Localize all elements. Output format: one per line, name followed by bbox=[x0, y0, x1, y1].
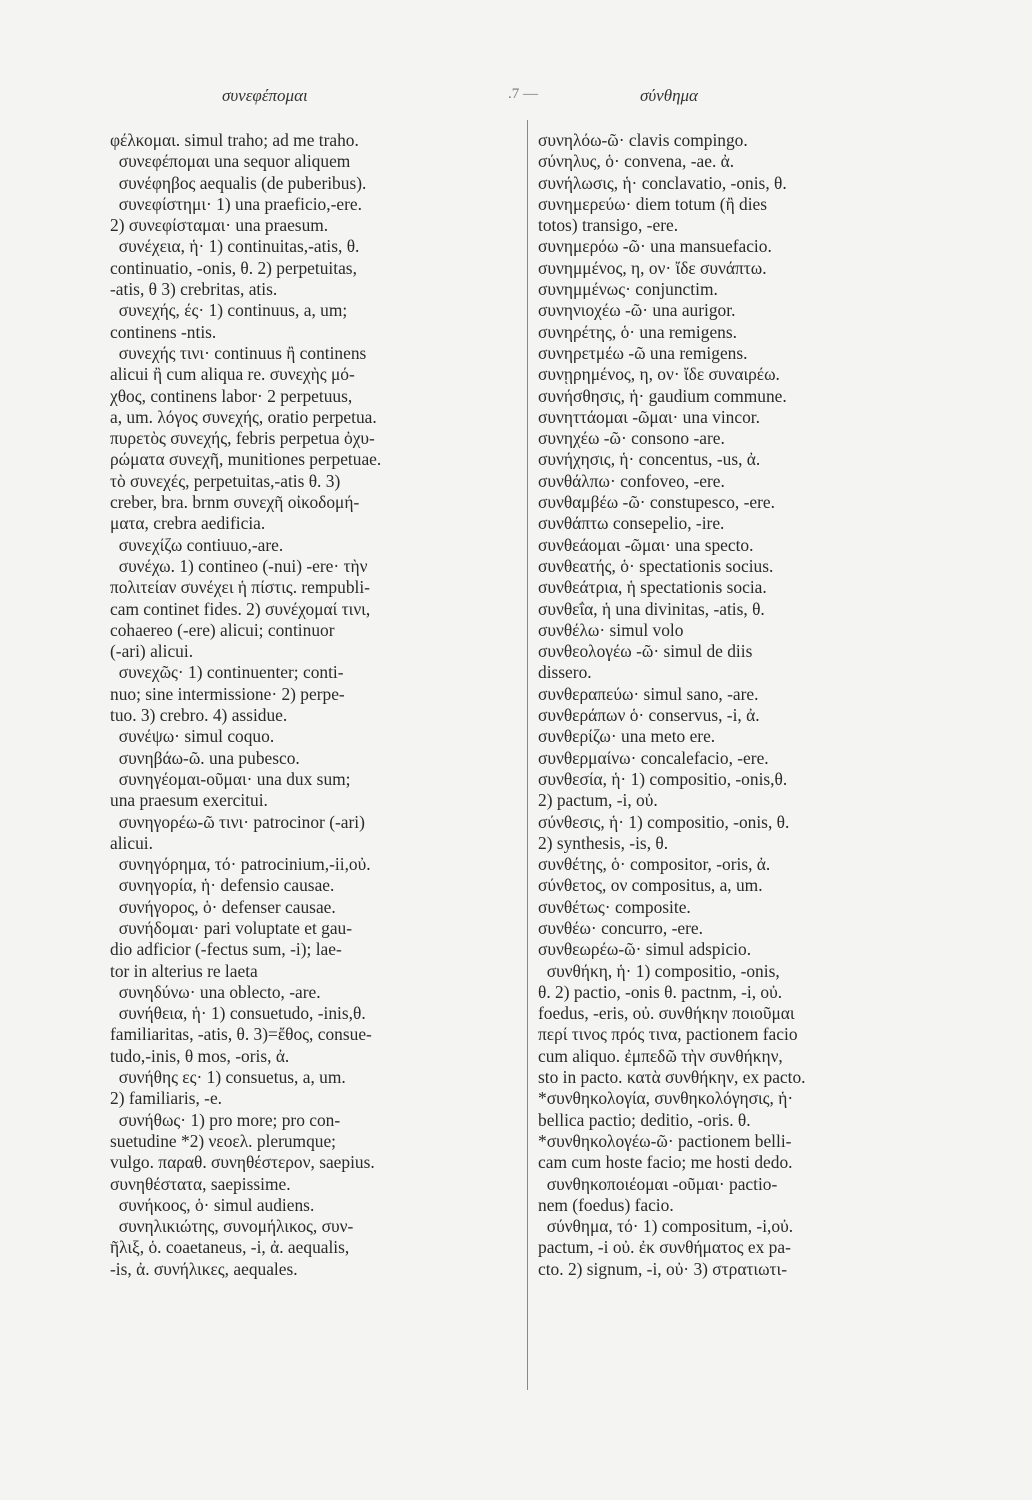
dictionary-line: συνηβάω-ῶ. una pubesco. bbox=[110, 747, 300, 768]
left-column bbox=[110, 130, 520, 1280]
dictionary-line: συνθέω· concurro, -ere. bbox=[538, 917, 703, 938]
dictionary-line: tuo. 3) crebro. 4) assidue. bbox=[110, 705, 288, 726]
running-head-right: σύνθημα bbox=[640, 86, 698, 105]
dictionary-line: συνεχής, ές· 1) continuus, a, um; bbox=[110, 300, 348, 321]
dictionary-line: συνεχής τινι· continuus ἢ continens bbox=[110, 342, 367, 363]
dictionary-line: tor in alterius re laeta bbox=[110, 960, 258, 981]
dictionary-line: συνήχησις, ἡ· concentus, -us, ἀ. bbox=[538, 449, 761, 470]
column-divider bbox=[527, 120, 528, 1390]
dictionary-line: συνθεσία, ἡ· 1) compositio, -onis,θ. bbox=[538, 768, 788, 789]
dictionary-line: συνηλόω-ῶ· clavis compingo. bbox=[538, 130, 748, 150]
dictionary-line: nuo; sine intermissione· 2) perpe- bbox=[110, 683, 345, 704]
dictionary-line: pactum, -i οὐ. ἐκ συνθήματος ex pa- bbox=[538, 1237, 791, 1258]
dictionary-line: φέλκομαι. simul traho; ad me traho. bbox=[110, 130, 359, 150]
dictionary-line: πολιτείαν συνέχει ἡ πίστις. rempubli- bbox=[110, 577, 370, 598]
dictionary-line: συνήγορος, ὁ· defenser causae. bbox=[110, 896, 336, 917]
dictionary-line: συνθάλπω· confoveo, -ere. bbox=[538, 470, 725, 491]
dictionary-line: tudo,-inis, θ mos, -oris, ἀ. bbox=[110, 1045, 290, 1066]
dictionary-line: vulgo. παραθ. συνηθέστερον, saepius. bbox=[110, 1152, 375, 1173]
dictionary-line: a, um. λόγος συνεχής, oratio perpetua. bbox=[110, 406, 377, 427]
dictionary-line: -is, ἀ. συνήλικες, aequales. bbox=[110, 1258, 298, 1279]
dictionary-line: συνέψω· simul coquo. bbox=[110, 726, 275, 747]
dictionary-line: συνηγέομαι-οῦμαι· una dux sum; bbox=[110, 768, 351, 789]
dictionary-line: ῆλιξ, ὁ. coaetaneus, -i, ἀ. aequalis, bbox=[110, 1237, 350, 1258]
dictionary-line: συνθέτως· composite. bbox=[538, 896, 691, 917]
dictionary-line: (-ari) alicui. bbox=[110, 641, 194, 662]
dictionary-line: 2) pactum, -i, οὐ. bbox=[538, 790, 658, 811]
dictionary-line: cam cum hoste facio; me hosti dedo. bbox=[538, 1152, 793, 1173]
page-number: .7 — bbox=[508, 86, 538, 102]
dictionary-line: συνθεΐα, ἡ una divinitas, -atis, θ. bbox=[538, 598, 765, 619]
dictionary-line: *συνθηκολογία, συνθηκολόγησις, ἡ· bbox=[538, 1088, 794, 1109]
dictionary-line: συνηδύνω· una oblecto, -are. bbox=[110, 981, 321, 1002]
dictionary-line: alicui. bbox=[110, 832, 153, 853]
dictionary-line: alicui ἢ cum aliqua re. συνεχὴς μό- bbox=[110, 364, 355, 385]
dictionary-line: συνθεραπεύω· simul sano, -are. bbox=[538, 683, 759, 704]
dictionary-line: συνημερόω -ῶ· una mansuefacio. bbox=[538, 236, 772, 257]
dictionary-line: συνηγορία, ἡ· defensio causae. bbox=[110, 875, 335, 896]
dictionary-line: creber, bra. brnm συνεχῆ οἰκοδομή- bbox=[110, 492, 360, 513]
dictionary-line: συνηνιοχέω -ῶ· una aurigor. bbox=[538, 300, 736, 321]
dictionary-line: συνηγορέω-ῶ τινι· patrocinor (-ari) bbox=[110, 811, 365, 832]
dictionary-line: bellica pactio; deditio, -oris. θ. bbox=[538, 1109, 751, 1130]
dictionary-line: συνθέτης, ὁ· compositor, -oris, ἀ. bbox=[538, 854, 771, 875]
dictionary-line: familiaritas, -atis, θ. 3)=ἔθος, consue- bbox=[110, 1024, 372, 1045]
dictionary-line: dissero. bbox=[538, 662, 592, 683]
dictionary-line: σύνηλυς, ὁ· convena, -ae. ἀ. bbox=[538, 151, 735, 172]
dictionary-line: συνθεατής, ὁ· spectationis socius. bbox=[538, 555, 774, 576]
dictionary-line: 2) συνεφίσταμαι· una praesum. bbox=[110, 215, 329, 236]
dictionary-line: cam continet fides. 2) συνέχομαί τινι, bbox=[110, 598, 371, 619]
dictionary-line: συνθεράπων ὁ· conservus, -i, ἀ. bbox=[538, 705, 760, 726]
running-head-left: συνεφέπομαι bbox=[222, 86, 308, 105]
dictionary-line: συνεφέπομαι una sequor aliquem bbox=[110, 151, 351, 172]
dictionary-line: πυρετὸς συνεχής, febris perpetua ὀχυ- bbox=[110, 428, 375, 449]
dictionary-line: συνήθεια, ἡ· 1) consuetudo, -inis,θ. bbox=[110, 1003, 366, 1024]
dictionary-line: ρώματα συνεχῆ, munitiones perpetuae. bbox=[110, 449, 382, 470]
dictionary-line: τὸ συνεχές, perpetuitas,-atis θ. 3) bbox=[110, 470, 341, 491]
dictionary-line: συνηλικιώτης, συνομήλικος, συν- bbox=[110, 1216, 354, 1237]
dictionary-line: συνθεάομαι -ῶμαι· una specto. bbox=[538, 534, 754, 555]
dictionary-line: σύνθεσις, ἡ· 1) compositio, -onis, θ. bbox=[538, 811, 790, 832]
dictionary-line: συνεφίστημι· 1) una praeficio,-ere. bbox=[110, 193, 362, 214]
dictionary-line: συνημμένος, η, ον· ἴδε συνάπτω. bbox=[538, 257, 767, 278]
dictionary-line: cto. 2) signum, -i, οὐ· 3) στρατιωτι- bbox=[538, 1258, 788, 1279]
dictionary-line: συνημερεύω· diem totum (ἢ dies bbox=[538, 193, 768, 214]
dictionary-line: cohaereo (-ere) alicui; continuor bbox=[110, 619, 335, 640]
dictionary-line: συνέχω. 1) contineo (-nui) -ere· τὴν bbox=[110, 555, 368, 576]
dictionary-line: sto in pacto. κατὰ συνθήκην, ex pacto. bbox=[538, 1067, 806, 1088]
dictionary-line: συνθηκοποιέομαι -οῦμαι· pactio- bbox=[538, 1173, 778, 1194]
dictionary-line: συνήλωσις, ἡ· conclavatio, -onis, θ. bbox=[538, 172, 787, 193]
dictionary-line: 2) synthesis, -is, θ. bbox=[538, 832, 669, 853]
dictionary-line: σύνθημα, τό· 1) compositum, -i,οὐ. bbox=[538, 1216, 794, 1237]
dictionary-line: συνηρέτης, ὁ· una remigens. bbox=[538, 321, 737, 342]
dictionary-line: συνήδομαι· pari voluptate et gau- bbox=[110, 917, 353, 938]
dictionary-line: συνθάπτω consepelio, -ire. bbox=[538, 513, 725, 534]
right-column bbox=[538, 130, 930, 1280]
dictionary-line: συνηττάομαι -ῶμαι· una vincor. bbox=[538, 406, 760, 427]
dictionary-line: continens -ntis. bbox=[110, 321, 217, 342]
dictionary-line: σύνθετος, ον compositus, a, um. bbox=[538, 875, 763, 896]
dictionary-line: ματα, crebra aedificia. bbox=[110, 513, 266, 534]
dictionary-line: συνθήκη, ἡ· 1) compositio, -onis, bbox=[538, 960, 780, 981]
dictionary-line: συνεχίζω contiuuo,-are. bbox=[110, 534, 284, 555]
dictionary-line: συνημμένως· conjunctim. bbox=[538, 279, 718, 300]
dictionary-line: una praesum exercitui. bbox=[110, 790, 268, 811]
dictionary-line: συνθαμβέω -ῶ· constupesco, -ere. bbox=[538, 492, 775, 513]
dictionary-line: continuatio, -onis, θ. 2) perpetuitas, bbox=[110, 257, 357, 278]
dictionary-line: totos) transigo, -ere. bbox=[538, 215, 679, 236]
dictionary-line: περί τινος πρός τινα, pactionem facio bbox=[538, 1024, 798, 1045]
dictionary-line: nem (foedus) facio. bbox=[538, 1194, 674, 1215]
dictionary-line: *συνθηκολογέω-ῶ· pactionem belli- bbox=[538, 1130, 792, 1151]
dictionary-line: συνηχέω -ῶ· consono -are. bbox=[538, 428, 725, 449]
dictionary-line: συνθεολογέω -ῶ· simul de diis bbox=[538, 641, 753, 662]
dictionary-line: συνθεωρέω-ῶ· simul adspicio. bbox=[538, 939, 752, 960]
dictionary-line: dio adficior (-fectus sum, -i); lae- bbox=[110, 939, 342, 960]
dictionary-line: θ. 2) pactio, -onis θ. pactnm, -i, οὐ. bbox=[538, 981, 783, 1002]
dictionary-line: συνηρετμέω -ῶ una remigens. bbox=[538, 342, 748, 363]
dictionary-line: -atis, θ 3) crebritas, atis. bbox=[110, 279, 278, 300]
dictionary-line: χθος, continens labor· 2 perpetuus, bbox=[110, 385, 353, 406]
dictionary-line: συνήκοος, ὁ· simul audiens. bbox=[110, 1194, 315, 1215]
dictionary-line: 2) familiaris, -e. bbox=[110, 1088, 223, 1109]
dictionary-line: συνέφηβος aequalis (de puberibus). bbox=[110, 172, 367, 193]
dictionary-line: συνθέλω· simul volo bbox=[538, 619, 684, 640]
dictionary-line: συνθερμαίνω· concalefacio, -ere. bbox=[538, 747, 769, 768]
dictionary-line: συνηθέστατα, saepissime. bbox=[110, 1173, 291, 1194]
dictionary-line: συνήσθησις, ἡ· gaudium commune. bbox=[538, 385, 787, 406]
dictionary-line: συνήθης ες· 1) consuetus, a, um. bbox=[110, 1067, 346, 1088]
dictionary-line: συνεχῶς· 1) continuenter; conti- bbox=[110, 662, 344, 683]
dictionary-line: cum aliquo. ἐμπεδῶ τὴν συνθήκην, bbox=[538, 1045, 783, 1066]
dictionary-line: συνῃρημένος, η, ον· ἴδε συναιρέω. bbox=[538, 364, 780, 385]
dictionary-line: συνηγόρημα, τό· patrocinium,-ii,οὐ. bbox=[110, 854, 371, 875]
dictionary-line: συνθερίζω· una meto ere. bbox=[538, 726, 716, 747]
dictionary-line: foedus, -eris, οὐ. συνθήκην ποιοῦμαι bbox=[538, 1003, 795, 1024]
dictionary-line: suetudine *2) νεοελ. plerumque; bbox=[110, 1130, 337, 1151]
dictionary-line: συνθεάτρια, ἡ spectationis socia. bbox=[538, 577, 767, 598]
dictionary-line: συνέχεια, ἡ· 1) continuitas,-atis, θ. bbox=[110, 236, 360, 257]
dictionary-line: συνήθως· 1) pro more; pro con- bbox=[110, 1109, 341, 1130]
